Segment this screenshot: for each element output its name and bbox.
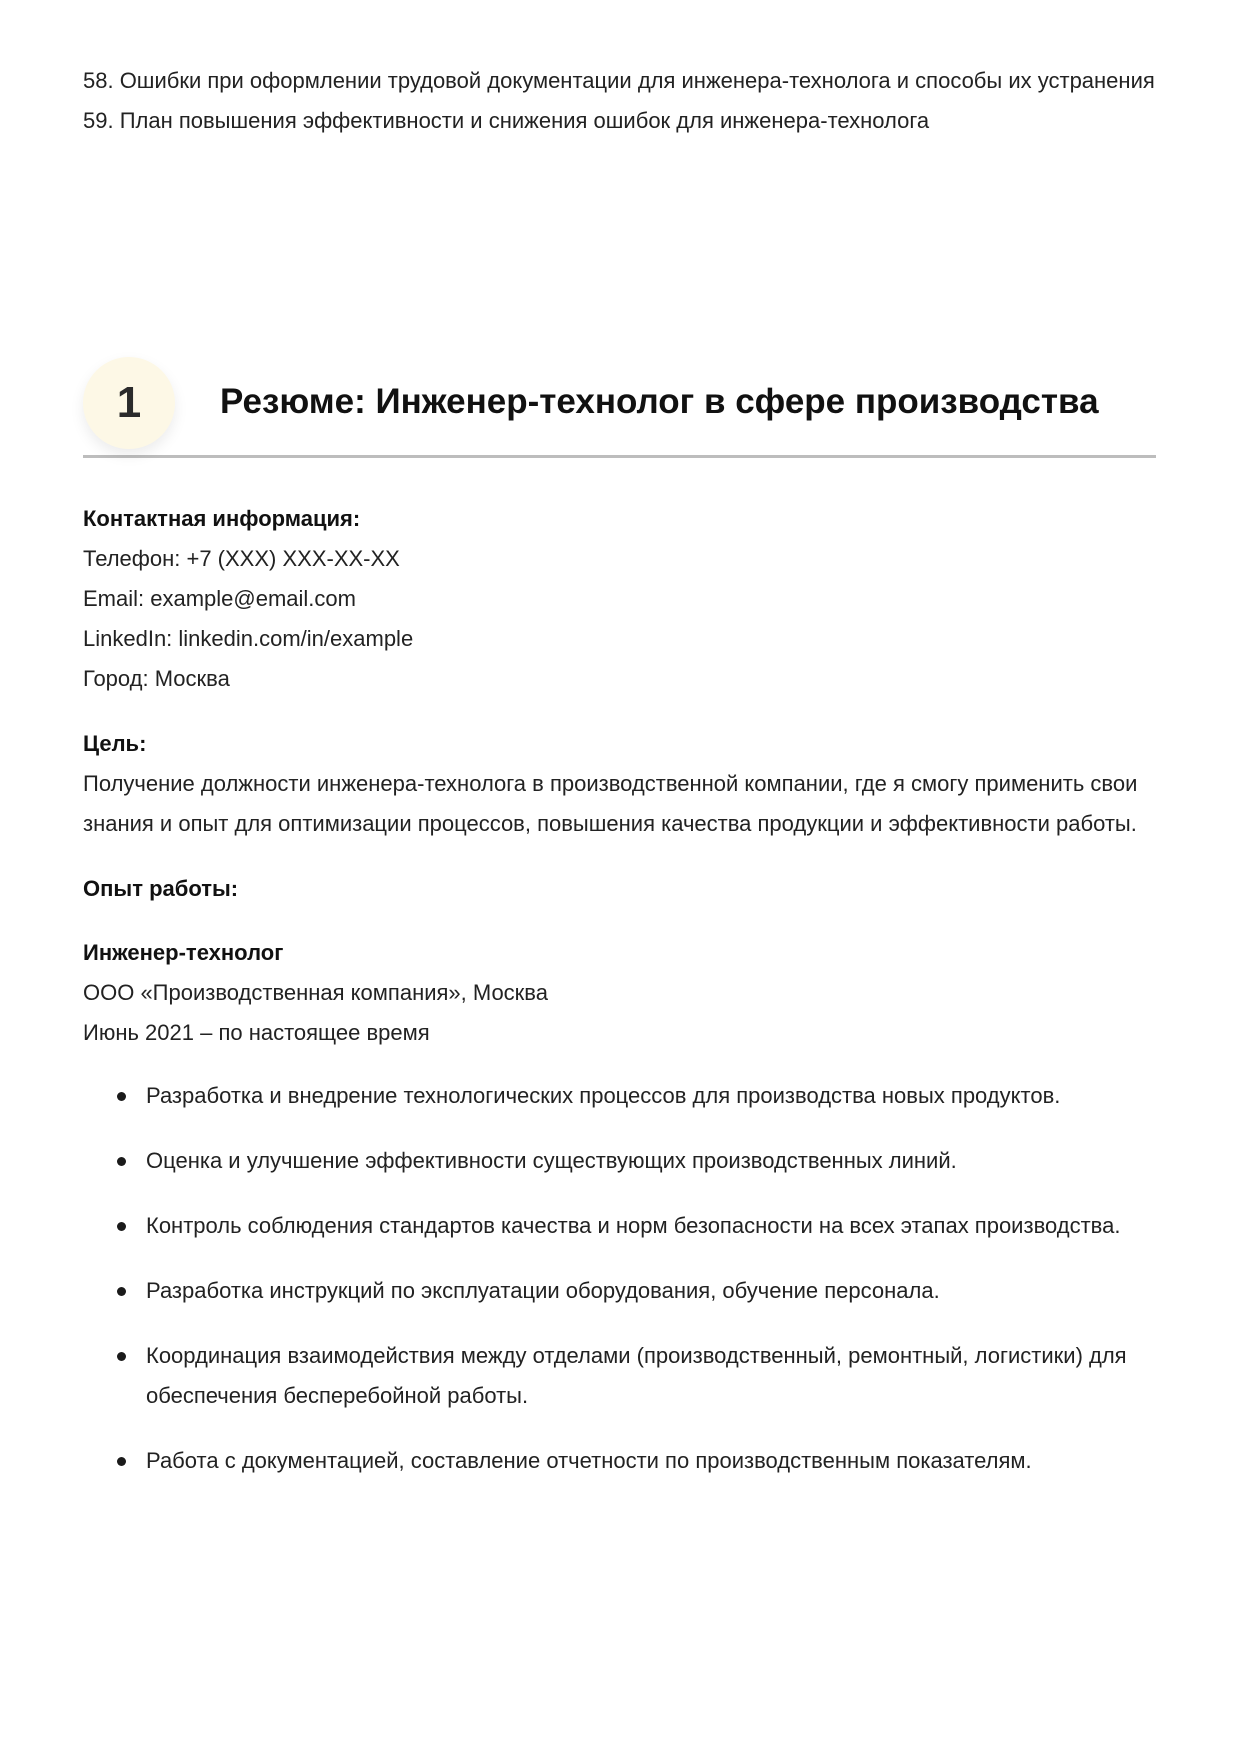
duty-text: Работа с документацией, составление отчетности по производственным показателям. [146,1448,1032,1473]
list-item [83,1271,1156,1311]
list-item [83,1336,1156,1416]
job-position: Инженер-технолог [83,940,284,965]
bullet-icon [117,1352,126,1361]
contact-email: Email: example@email.com [83,586,356,611]
duty-text: Оценка и улучшение эффективности существующих производственных линий. [146,1148,957,1173]
contact-phone: Телефон: +7 (XXX) XXX-XX-XX [83,546,400,571]
experience-label: Опыт работы: [83,876,239,901]
contact-city: Город: Москва [83,666,230,691]
duty-text: Контроль соблюдения стандартов качества и норм безопасности на всех этапах производства. [146,1213,1121,1238]
bullet-icon [117,1457,126,1466]
bullet-icon [117,1222,126,1231]
duty-text: Координация взаимодействия между отделами (производственный, ремонтный, логистики) для обеспечения бесперебойной работы. [146,1343,1127,1408]
goal-label: Цель: [83,731,147,756]
toc-item[interactable]: 58. Ошибки при оформлении трудовой документации для инженера-технолога и способы их устранения [83,68,1155,93]
contacts-label: Контактная информация: [83,506,361,531]
section-number-badge: 1 [83,357,175,449]
job-duties-list [83,1076,1163,1481]
toc-item[interactable]: 59. План повышения эффективности и снижения ошибок для инженера-технолога [83,108,930,133]
bullet-icon [117,1287,126,1296]
table-of-contents [83,61,1163,141]
contact-linkedin: LinkedIn: linkedin.com/in/example [83,626,414,651]
resume-body [83,499,1163,1506]
duty-text: Разработка и внедрение технологических процессов для производства новых продуктов. [146,1083,1061,1108]
section-title: Резюме: Инженер-технолог в сфере производства [220,382,1099,421]
goal-text: Получение должности инженера-технолога в производственной компании, где я смогу применить свои знания и опыт для оптимизации процессов, повышения качества продукции и эффективности работы. [83,771,1138,836]
list-item [83,1441,1156,1481]
job-company: ООО «Производственная компания», Москва [83,980,548,1005]
bullet-icon [117,1092,126,1101]
list-item [83,1141,1156,1181]
bullet-icon [117,1157,126,1166]
duty-text: Разработка инструкций по эксплуатации оборудования, обучение персонала. [146,1278,940,1303]
list-item [83,1206,1156,1246]
list-item [83,1076,1156,1116]
section-header [83,352,1156,458]
job-entry [83,933,1163,1481]
contacts-block [83,499,1163,699]
goal-block [83,724,1163,844]
job-period: Июнь 2021 – по настоящее время [83,1020,430,1045]
